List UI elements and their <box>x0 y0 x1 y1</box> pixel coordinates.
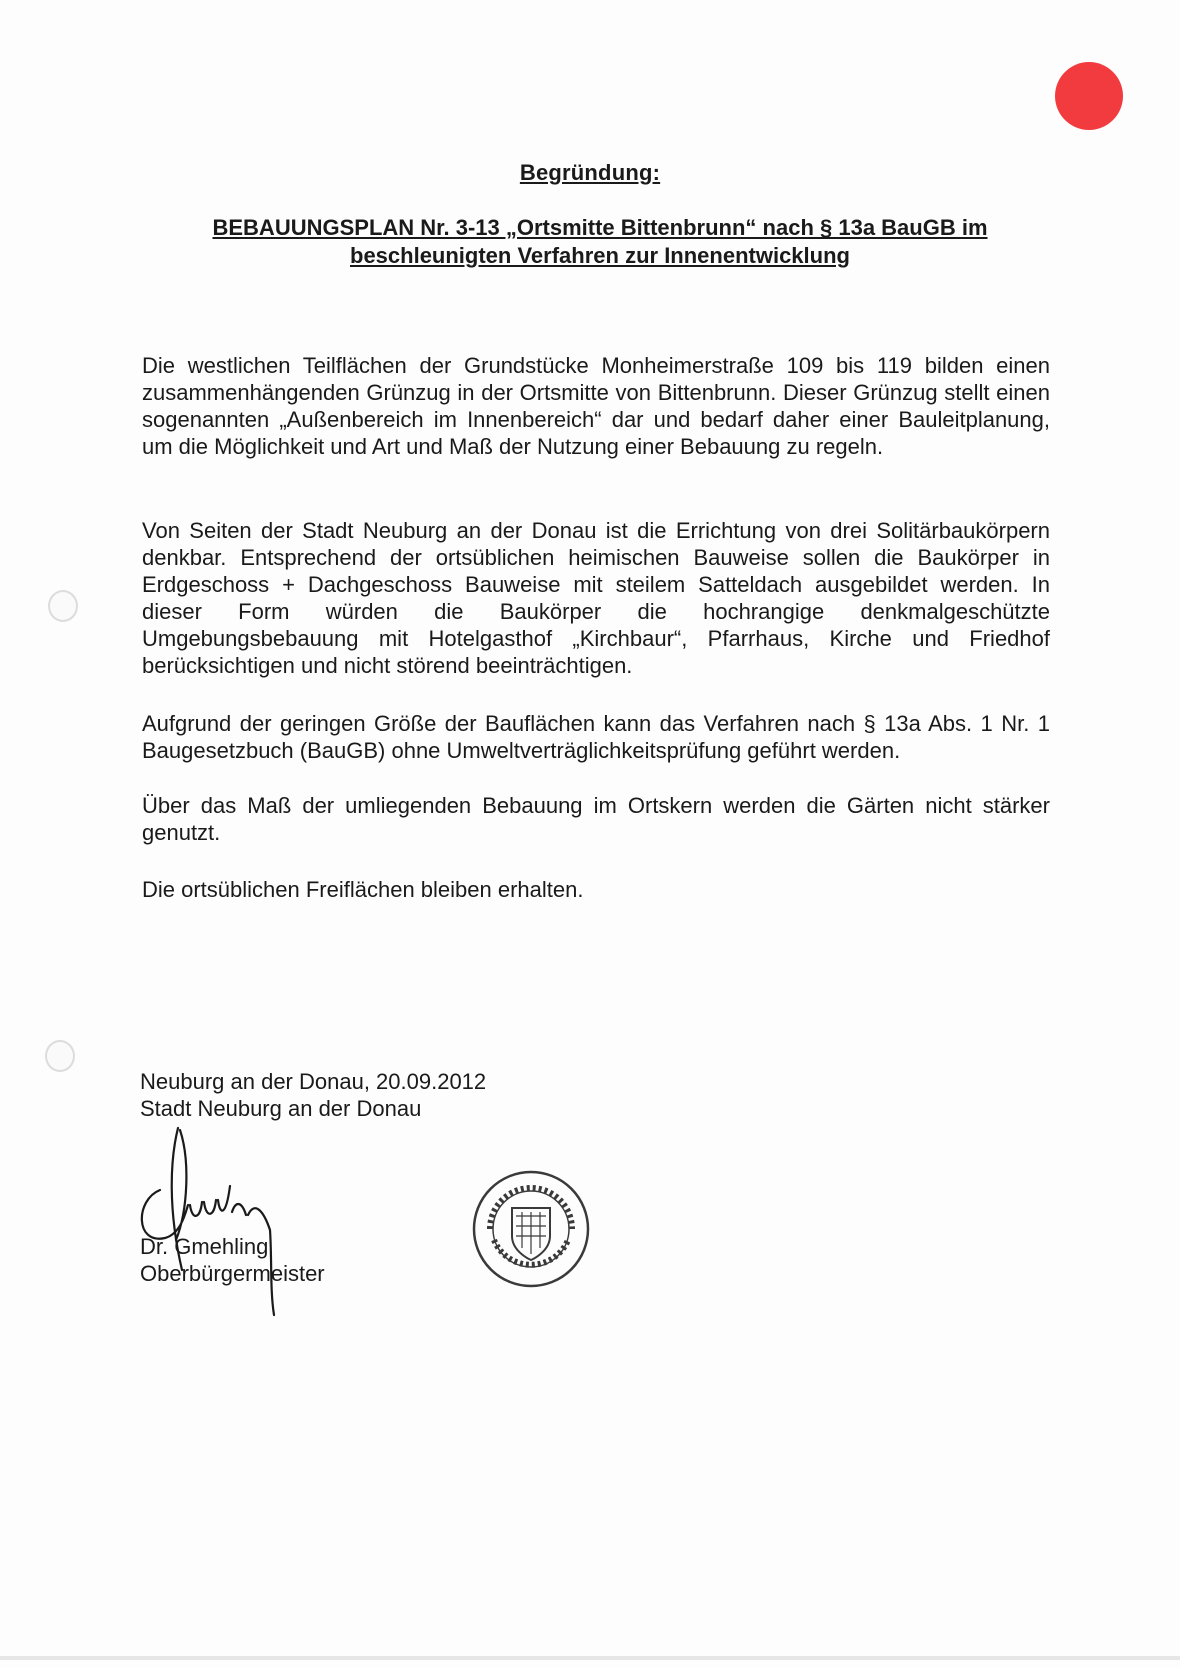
document-subtitle: BEBAUUNGSPLAN Nr. 3-13 „Ortsmitte Bittenbrunn“ nach § 13a BauGB im beschleunigten Verfahren zur Innenentwicklung <box>212 215 988 268</box>
document-title: Begründung: <box>519 160 661 185</box>
place-date: Neuburg an der Donau, 20.09.2012 <box>140 1069 487 1094</box>
punch-hole-upper <box>48 590 78 622</box>
paragraph-4: Über das Maß der umliegenden Bebauung im Ortskern werden die Gärten nicht stärker genutzt. <box>142 793 1050 845</box>
scan-edge-line <box>0 1656 1180 1660</box>
punch-hole-lower <box>45 1040 75 1072</box>
paragraph-5: Die ortsüblichen Freiflächen bleiben erhalten. <box>142 877 584 902</box>
handwritten-signature <box>130 1120 300 1320</box>
place-date-block <box>140 1068 486 1122</box>
official-seal <box>470 1168 592 1290</box>
authority-name: Stadt Neuburg an der Donau <box>140 1096 422 1121</box>
paragraph-2: Von Seiten der Stadt Neuburg an der Donau ist die Errichtung von drei Solitärbaukörpern denkbar. Entsprechend der ortsüblichen heimischen Bauweise sollen die Baukörper in Erdgeschoss + Dachgeschoss Bauweise mit steilem Satteldach ausgebildet werden. In dieser Form würden die Baukörper die hochrangige denkmalgeschützte Umgebungsbebauung mit Hotelgasthof „Kirchbaur“, Pfarrhaus, Kirche und Friedhof berücksichtigen und nicht störend beeinträchtigen. <box>142 518 1050 678</box>
paragraph-3: Aufgrund der geringen Größe der Bauflächen kann das Verfahren nach § 13a Abs. 1 Nr. 1 Baugesetzbuch (BauGB) ohne Umweltverträglichkeitsprüfung geführt werden. <box>142 711 1050 763</box>
paragraph-1: Die westlichen Teilflächen der Grundstücke Monheimerstraße 109 bis 119 bilden einen zusammenhängenden Grünzug in der Ortsmitte von Bittenbrunn. Dieser Grünzug stellt einen sogenannten „Außenbereich im Innenbereich“ dar und bedarf daher einer Bauleitplanung, um die Möglichkeit und Art und Maß der Nutzung einer Bebauung zu regeln. <box>142 353 1050 459</box>
signer-block <box>140 1233 325 1287</box>
signer-name: Dr. Gmehling <box>140 1234 269 1259</box>
red-marker-dot <box>1055 62 1123 130</box>
signer-title: Oberbürgermeister <box>140 1261 325 1286</box>
